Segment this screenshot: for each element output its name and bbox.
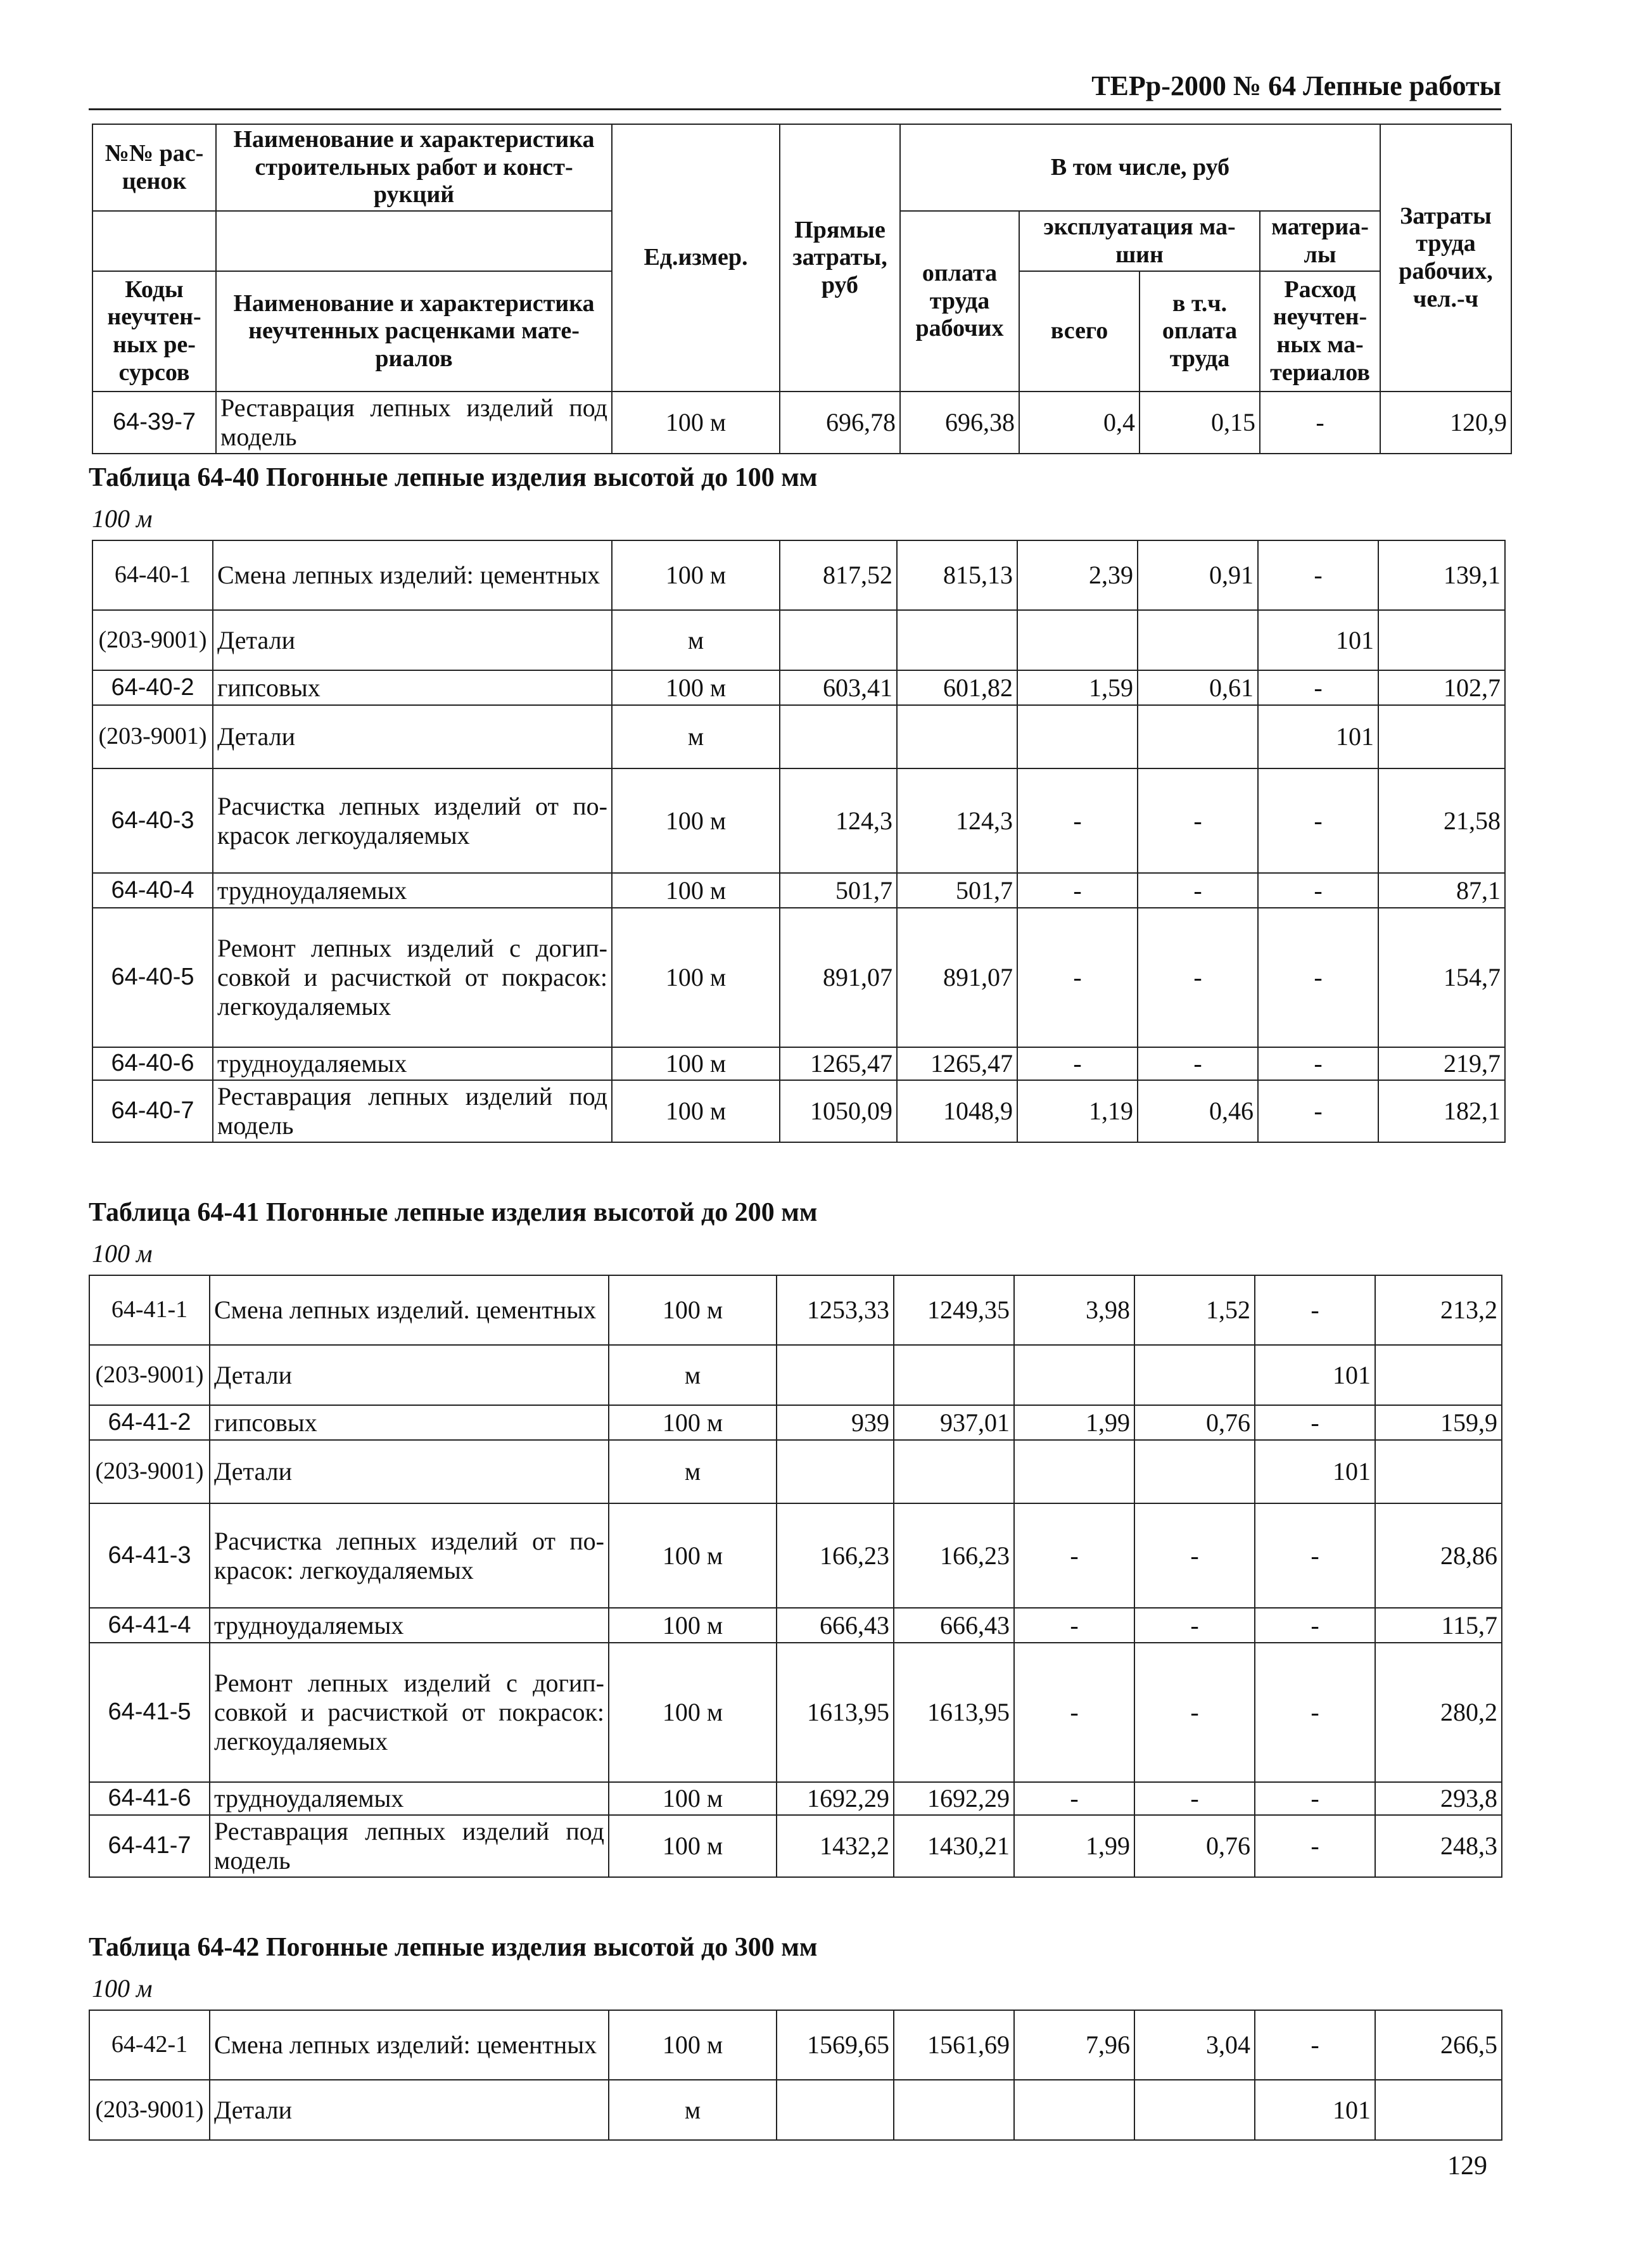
row-labor: 248,3 xyxy=(1375,1815,1502,1877)
table-row xyxy=(89,1440,1502,1503)
row-unit: м xyxy=(612,705,780,768)
row-code: 64-41-6 xyxy=(89,1782,210,1815)
table-caption: Таблица 64-40 Погонные лепные изделия высотой до 100 мм xyxy=(89,463,818,492)
row-name: Смена лепных изделий: цементных xyxy=(213,540,612,610)
row-mat: - xyxy=(1260,392,1380,454)
row-pay: 1048,9 xyxy=(897,1080,1017,1142)
row-labor: 159,9 xyxy=(1375,1405,1502,1440)
table-row xyxy=(89,1345,1502,1405)
row-unit: м xyxy=(609,2080,777,2140)
row-mpay xyxy=(1134,1440,1255,1503)
table-row xyxy=(89,1815,1502,1877)
col-pay-header: оплата труда рабочих xyxy=(900,211,1019,392)
row-mpay: - xyxy=(1138,873,1258,908)
row-mach: - xyxy=(1017,1047,1138,1080)
table-row xyxy=(89,1275,1502,1345)
row-unit: м xyxy=(612,610,780,670)
row-code: (203-9001) xyxy=(89,1345,210,1405)
row-labor: 21,58 xyxy=(1378,768,1505,873)
row-code: (203-9001) xyxy=(92,705,213,768)
row-direct: 1253,33 xyxy=(777,1275,894,1345)
row-unit: 100 м xyxy=(612,392,780,454)
row-direct: 124,3 xyxy=(780,768,897,873)
row-pay: 1265,47 xyxy=(897,1047,1017,1080)
page-number: 129 xyxy=(1447,2151,1487,2181)
row-direct: 603,41 xyxy=(780,670,897,705)
row-mpay: - xyxy=(1134,1643,1255,1782)
row-code: 64-41-3 xyxy=(89,1503,210,1608)
table-row xyxy=(92,392,1511,454)
row-mat: - xyxy=(1255,1503,1375,1608)
row-direct xyxy=(777,1440,894,1503)
row-mach: 7,96 xyxy=(1014,2010,1134,2080)
row-direct: 1692,29 xyxy=(777,1782,894,1815)
row-labor: 87,1 xyxy=(1378,873,1505,908)
table-row xyxy=(89,1405,1502,1440)
row-labor: 28,86 xyxy=(1375,1503,1502,1608)
row-labor xyxy=(1378,705,1505,768)
row-mpay: 1,52 xyxy=(1134,1275,1255,1345)
row-mat: - xyxy=(1255,1275,1375,1345)
row-pay: 1613,95 xyxy=(894,1643,1014,1782)
row-labor: 293,8 xyxy=(1375,1782,1502,1815)
row-direct: 501,7 xyxy=(780,873,897,908)
row-pay xyxy=(897,705,1017,768)
row-name: гипсовых xyxy=(213,670,612,705)
row-unit: 100 м xyxy=(609,1503,777,1608)
row-mach: - xyxy=(1017,908,1138,1047)
row-labor: 120,9 xyxy=(1380,392,1511,454)
row-mpay xyxy=(1134,1345,1255,1405)
row-code: 64-41-1 xyxy=(89,1275,210,1345)
row-mpay: - xyxy=(1138,908,1258,1047)
row-mat: - xyxy=(1258,908,1378,1047)
row-unit: 100 м xyxy=(612,1047,780,1080)
row-direct: 166,23 xyxy=(777,1503,894,1608)
row-unit: 100 м xyxy=(612,1080,780,1142)
row-mat: - xyxy=(1255,1608,1375,1643)
row-mach xyxy=(1014,2080,1134,2140)
row-labor xyxy=(1375,2080,1502,2140)
table-row xyxy=(92,768,1505,873)
row-code: 64-42-1 xyxy=(89,2010,210,2080)
row-unit: 100 м xyxy=(609,1405,777,1440)
row-labor xyxy=(1375,1440,1502,1503)
row-mach xyxy=(1017,705,1138,768)
row-code: 64-40-2 xyxy=(92,670,213,705)
row-unit: 100 м xyxy=(612,540,780,610)
row-name: Детали xyxy=(213,610,612,670)
row-labor: 266,5 xyxy=(1375,2010,1502,2080)
row-labor: 115,7 xyxy=(1375,1608,1502,1643)
row-mach: 0,4 xyxy=(1019,392,1140,454)
row-direct xyxy=(777,1345,894,1405)
row-mpay: 3,04 xyxy=(1134,2010,1255,2080)
row-pay xyxy=(894,1345,1014,1405)
table-64-40 xyxy=(92,540,1506,1143)
row-mach xyxy=(1014,1345,1134,1405)
col-codes-header: Коды неучтен-ных ре-сурсов xyxy=(92,271,216,392)
col-name1-spacer xyxy=(216,211,612,271)
row-name: Детали xyxy=(210,1440,609,1503)
col-labor-header: Затраты труда рабочих, чел.-ч xyxy=(1380,124,1511,392)
col-mpay-header: в т.ч. оплата труда xyxy=(1140,271,1260,392)
row-unit: м xyxy=(609,1345,777,1405)
row-pay: 1430,21 xyxy=(894,1815,1014,1877)
row-direct: 1569,65 xyxy=(777,2010,894,2080)
table-row xyxy=(92,705,1505,768)
row-name: трудноудаляемых xyxy=(213,1047,612,1080)
table-row xyxy=(92,1080,1505,1142)
row-direct: 1265,47 xyxy=(780,1047,897,1080)
row-mpay xyxy=(1138,610,1258,670)
row-name: Смена лепных изделий: цементных xyxy=(210,2010,609,2080)
col-mach-header: эксплуатация ма-шин xyxy=(1019,211,1260,271)
col-name2-header: Наименование и характеристика неучтенных расценками мате-риалов xyxy=(216,271,612,392)
row-pay: 501,7 xyxy=(897,873,1017,908)
row-pay xyxy=(897,610,1017,670)
row-direct: 891,07 xyxy=(780,908,897,1047)
col-direct-header: Прямые затраты, руб xyxy=(780,124,900,392)
row-mat: - xyxy=(1255,2010,1375,2080)
row-name: Смена лепных изделий. цементных xyxy=(210,1275,609,1345)
row-code: 64-40-3 xyxy=(92,768,213,873)
header-table xyxy=(92,124,1512,454)
row-mpay xyxy=(1134,2080,1255,2140)
col-nn-header: №№ рас-ценок xyxy=(92,124,216,211)
table-row xyxy=(92,670,1505,705)
row-mat: 101 xyxy=(1258,705,1378,768)
table-unit-label: 100 м xyxy=(92,1239,153,1268)
row-pay: 1692,29 xyxy=(894,1782,1014,1815)
row-mach: 1,19 xyxy=(1017,1080,1138,1142)
row-labor xyxy=(1375,1345,1502,1405)
table-row xyxy=(89,2010,1502,2080)
row-mat: - xyxy=(1258,540,1378,610)
table-row xyxy=(89,2080,1502,2140)
row-mpay xyxy=(1138,705,1258,768)
row-mach xyxy=(1017,610,1138,670)
row-mat: - xyxy=(1255,1782,1375,1815)
col-total-header: всего xyxy=(1019,271,1140,392)
row-pay: 696,38 xyxy=(900,392,1019,454)
row-name: Реставрация лепных изделий под модель xyxy=(216,392,612,454)
row-mpay: - xyxy=(1134,1782,1255,1815)
row-mpay: 0,76 xyxy=(1134,1405,1255,1440)
table-caption: Таблица 64-41 Погонные лепные изделия высотой до 200 мм xyxy=(89,1198,818,1227)
row-mpay: 0,46 xyxy=(1138,1080,1258,1142)
row-code: 64-41-5 xyxy=(89,1643,210,1782)
row-mat: - xyxy=(1255,1643,1375,1782)
row-code: (203-9001) xyxy=(89,2080,210,2140)
row-mach: - xyxy=(1017,873,1138,908)
row-mach: 1,99 xyxy=(1014,1405,1134,1440)
row-mat: - xyxy=(1255,1815,1375,1877)
row-pay: 124,3 xyxy=(897,768,1017,873)
row-name: Детали xyxy=(210,1345,609,1405)
row-mpay: 0,91 xyxy=(1138,540,1258,610)
row-code: 64-41-4 xyxy=(89,1608,210,1643)
row-name: Детали xyxy=(213,705,612,768)
row-mach: - xyxy=(1014,1643,1134,1782)
row-name: Расчистка лепных изделий от по-красок: легкоудаляемых xyxy=(210,1503,609,1608)
row-unit: 100 м xyxy=(609,1815,777,1877)
row-mach: - xyxy=(1014,1608,1134,1643)
row-labor: 280,2 xyxy=(1375,1643,1502,1782)
row-mpay: 0,61 xyxy=(1138,670,1258,705)
table-row xyxy=(89,1643,1502,1782)
row-mach: - xyxy=(1017,768,1138,873)
row-pay: 601,82 xyxy=(897,670,1017,705)
row-name: Расчистка лепных изделий от по-красок легкоудаляемых xyxy=(213,768,612,873)
row-name: трудноудаляемых xyxy=(210,1608,609,1643)
col-unit-header: Ед.измер. xyxy=(612,124,780,392)
page-header: ТЕРр-2000 № 64 Лепные работы xyxy=(89,70,1501,110)
table-row xyxy=(89,1608,1502,1643)
row-code: 64-40-5 xyxy=(92,908,213,1047)
col-mat2-header: Расход неучтен-ных ма-териалов xyxy=(1260,271,1380,392)
row-mat: 101 xyxy=(1258,610,1378,670)
row-direct: 939 xyxy=(777,1405,894,1440)
row-unit: 100 м xyxy=(609,1275,777,1345)
row-pay: 937,01 xyxy=(894,1405,1014,1440)
row-direct xyxy=(780,610,897,670)
row-code: 64-40-1 xyxy=(92,540,213,610)
col-mat-header: материа-лы xyxy=(1260,211,1380,271)
row-mpay: 0,76 xyxy=(1134,1815,1255,1877)
row-name: Ремонт лепных изделий с догип-совкой и расчисткой от покрасок: легкоудаляемых xyxy=(213,908,612,1047)
row-direct: 1050,09 xyxy=(780,1080,897,1142)
row-name: трудноудаляемых xyxy=(213,873,612,908)
table-row xyxy=(92,873,1505,908)
row-mat: - xyxy=(1258,670,1378,705)
row-pay: 815,13 xyxy=(897,540,1017,610)
row-name: гипсовых xyxy=(210,1405,609,1440)
table-row xyxy=(92,540,1505,610)
row-code: 64-41-7 xyxy=(89,1815,210,1877)
row-pay xyxy=(894,2080,1014,2140)
table-row xyxy=(92,908,1505,1047)
row-labor: 102,7 xyxy=(1378,670,1505,705)
row-name: Реставрация лепных изделий под модель xyxy=(213,1080,612,1142)
row-mach: - xyxy=(1014,1782,1134,1815)
table-caption: Таблица 64-42 Погонные лепные изделия высотой до 300 мм xyxy=(89,1933,818,1962)
row-mpay: - xyxy=(1134,1608,1255,1643)
row-mat: - xyxy=(1255,1405,1375,1440)
row-unit: 100 м xyxy=(612,908,780,1047)
table-64-42 xyxy=(89,2010,1502,2141)
row-mat: - xyxy=(1258,1047,1378,1080)
row-unit: 100 м xyxy=(612,670,780,705)
col-incl-header: В том числе, руб xyxy=(900,124,1380,211)
row-labor: 219,7 xyxy=(1378,1047,1505,1080)
row-direct xyxy=(777,2080,894,2140)
row-mpay: - xyxy=(1138,1047,1258,1080)
row-pay: 666,43 xyxy=(894,1608,1014,1643)
row-labor: 139,1 xyxy=(1378,540,1505,610)
row-name: Детали xyxy=(210,2080,609,2140)
row-code: (203-9001) xyxy=(92,610,213,670)
table-row xyxy=(89,1782,1502,1815)
row-code: 64-40-6 xyxy=(92,1047,213,1080)
table-row xyxy=(92,1047,1505,1080)
row-mach: 3,98 xyxy=(1014,1275,1134,1345)
row-code: 64-40-7 xyxy=(92,1080,213,1142)
row-unit: 100 м xyxy=(609,1608,777,1643)
row-mach: 1,59 xyxy=(1017,670,1138,705)
row-code: 64-40-4 xyxy=(92,873,213,908)
row-mach: 2,39 xyxy=(1017,540,1138,610)
row-unit: 100 м xyxy=(612,768,780,873)
col-name1-header: Наименование и характеристика строительных работ и конст-рукций xyxy=(216,124,612,211)
row-mach: 1,99 xyxy=(1014,1815,1134,1877)
row-code: (203-9001) xyxy=(89,1440,210,1503)
row-unit: м xyxy=(609,1440,777,1503)
row-pay: 166,23 xyxy=(894,1503,1014,1608)
row-mpay: 0,15 xyxy=(1140,392,1260,454)
row-pay: 1249,35 xyxy=(894,1275,1014,1345)
row-labor: 213,2 xyxy=(1375,1275,1502,1345)
table-row xyxy=(89,1503,1502,1608)
row-direct: 817,52 xyxy=(780,540,897,610)
row-direct: 1613,95 xyxy=(777,1643,894,1782)
row-code: 64-39-7 xyxy=(92,392,216,454)
row-mat: - xyxy=(1258,873,1378,908)
row-mach xyxy=(1014,1440,1134,1503)
row-direct: 666,43 xyxy=(777,1608,894,1643)
row-pay xyxy=(894,1440,1014,1503)
row-unit: 100 м xyxy=(612,873,780,908)
row-name: Реставрация лепных изделий под модель xyxy=(210,1815,609,1877)
table-unit-label: 100 м xyxy=(92,504,153,533)
row-unit: 100 м xyxy=(609,1782,777,1815)
row-direct xyxy=(780,705,897,768)
row-mat: 101 xyxy=(1255,1440,1375,1503)
row-unit: 100 м xyxy=(609,2010,777,2080)
row-mach: - xyxy=(1014,1503,1134,1608)
row-labor xyxy=(1378,610,1505,670)
row-pay: 1561,69 xyxy=(894,2010,1014,2080)
row-mat: 101 xyxy=(1255,1345,1375,1405)
row-name: трудноудаляемых xyxy=(210,1782,609,1815)
table-64-41 xyxy=(89,1275,1502,1878)
row-labor: 154,7 xyxy=(1378,908,1505,1047)
table-row xyxy=(92,610,1505,670)
row-mat: - xyxy=(1258,1080,1378,1142)
table-unit-label: 100 м xyxy=(92,1974,153,2003)
row-code: 64-41-2 xyxy=(89,1405,210,1440)
row-direct: 1432,2 xyxy=(777,1815,894,1877)
row-name: Ремонт лепных изделий с догип-совкой и расчисткой от покрасок: легкоудаляемых xyxy=(210,1643,609,1782)
row-mat: 101 xyxy=(1255,2080,1375,2140)
col-nn-spacer xyxy=(92,211,216,271)
row-unit: 100 м xyxy=(609,1643,777,1782)
row-direct: 696,78 xyxy=(780,392,900,454)
row-mpay: - xyxy=(1134,1503,1255,1608)
row-mat: - xyxy=(1258,768,1378,873)
row-pay: 891,07 xyxy=(897,908,1017,1047)
row-labor: 182,1 xyxy=(1378,1080,1505,1142)
row-mpay: - xyxy=(1138,768,1258,873)
